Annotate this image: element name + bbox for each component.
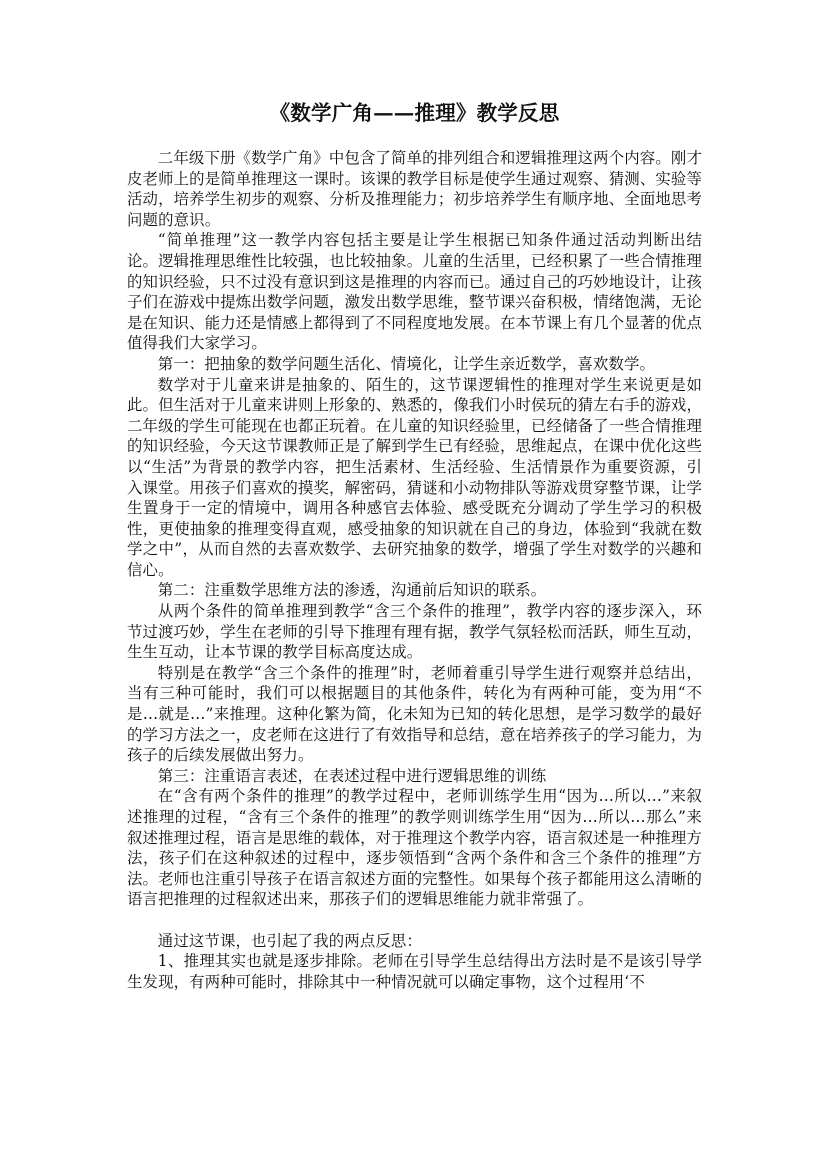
document-title: 《数学广角——推理》教学反思 (269, 101, 560, 125)
paragraph-point-two-heading: 第二：注重数学思维方法的渗透，沟通前后知识的联系。 (157, 581, 547, 600)
paragraph-point-two-body-2: 特别是在教学“含三个条件的推理”时，老师着重引导学生进行观察并总结出，当有三种可能时，我们可以根据题目的其他条件，转化为有两种可能，变为用“不是…就是…”来推理。这种化繁为简，化未知为已知的转化思想，是学习数学的最好的学习方法之一，皮老师在这进行了有效指导和总结，意在培养孩子的学习能力，为孩子的后续发展做出努力。 (127, 663, 703, 765)
paragraph-point-three-heading: 第三：注重语言表述，在表述过程中进行逻辑思维的训练 (157, 766, 547, 785)
paragraph-point-one-body: 数学对于儿童来讲是抽象的、陌生的，这节课逻辑性的推理对学生来说更是如此。但生活对于儿童来讲则上形象的、熟悉的，像我们小时侯玩的猜左右手的游戏，二年级的学生可能现在也都正玩着。在儿童的知识经验里，已经储备了一些合情推理的知识经验，今天这节课教师正是了解到学生已有经验，思维起点，在课中优化这些以“生活”为背景的教学内容，把生活素材、生活经验、生活情景作为重要资源，引入课堂。用孩子们喜欢的摸奖，解密码，猜谜和小动物排队等游戏贯穿整节课，让学生置身于一定的情境中，调用各种感官去体验、感受既充分调动了学生学习的积极性，更使抽象的推理变得直观，感受抽象的知识就在自己的身边，体验到“我就在数学之中”，从而自然的去喜欢数学、去研究抽象的数学，增强了学生对数学的兴趣和信心。 (127, 375, 703, 579)
paragraph-simple-reasoning: “简单推理”这一教学内容包括主要是让学生根据已知条件通过活动判断出结论。逻辑推理思维性比较强，也比较抽象。儿童的生活里，已经积累了一些合情推理的知识经验，只不过没有意识到这是推理的内容而已。通过自己的巧妙地设计，让孩子们在游戏中提炼出数学问题，激发出数学思维，整节课兴奋积极，情绪饱满，无论是在知识、能力还是情感上都得到了不同程度地发展。在本节课上有几个显著的优点值得我们大家学习。 (127, 231, 703, 353)
document-page (127, 98, 702, 992)
paragraph-point-three-body: 在“含有两个条件的推理”的教学过程中，老师训练学生用“因为…所以…”来叙述推理的过程，“含有三个条件的推理”的教学则训练学生用“因为…所以…那么”来叙述推理过程，语言是思维的载体，对于推理这个教学内容，语言叙述是一种推理方法，孩子们在这种叙述的过程中，逐步领悟到“含两个条件和含三个条件的推理”方法。老师也注重引导孩子在语言叙述方面的完整性。如果每个孩子都能用这么清晰的语言把推理的过程叙述出来，那孩子们的逻辑思维能力就非常强了。 (127, 787, 703, 909)
paragraph-intro: 二年级下册《数学广角》中包含了简单的排列组合和逻辑推理这两个内容。刚才皮老师上的是简单推理这一课时。该课的教学目标是使学生通过观察、猜测、实验等活动，培养学生初步的观察、分析及推理能力；初步培养学生有顺序地、全面地思考问题的意识。 (127, 149, 703, 229)
paragraph-reflection-one: 1、推理其实也就是逐步排除。老师在引导学生总结得出方法时是不是该引导学生发现，有两种可能时，排除其中一种情况就可以确定事物，这个过程用‘不 (127, 952, 702, 991)
paragraph-reflection-intro: 通过这节课，也引起了我的两点反思： (157, 931, 422, 950)
paragraph-point-two-body-1: 从两个条件的简单推理到教学“含三个条件的推理”，教学内容的逐步深入，环节过渡巧妙，学生在老师的引导下推理有理有据，教学气氛轻松而活跃，师生互动，生生互动，让本节课的教学目标高度达成。 (127, 602, 703, 662)
paragraph-spacer (127, 910, 702, 931)
paragraph-point-one-heading: 第一：把抽象的数学问题生活化、情境化，让学生亲近数学，喜欢数学。 (157, 354, 656, 373)
